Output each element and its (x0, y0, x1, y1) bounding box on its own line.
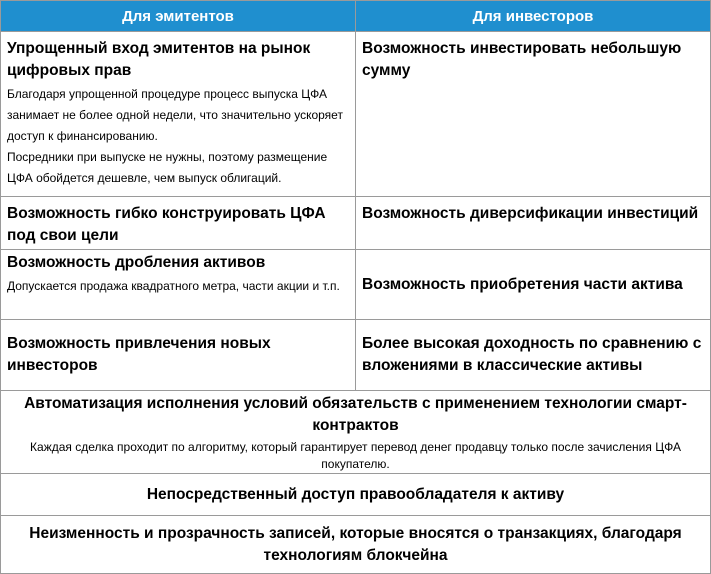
header-issuers: Для эмитентов (1, 1, 356, 32)
investor-benefit-title: Возможность инвестировать небольшую сумму (362, 40, 682, 79)
shared-benefit-title: Непосредственный доступ правообладателя к активу (146, 485, 565, 503)
table-row (1, 32, 711, 197)
issuer-cell (1, 197, 356, 250)
table-row (1, 516, 711, 574)
issuer-benefit-desc: Посредники при выпуске не нужны, поэтому размещение ЦФА обойдется дешевле, чем выпуск облигаций. (7, 150, 328, 185)
issuer-benefit-title: Возможность привлечения новых инвесторов (7, 335, 271, 374)
shared-cell (1, 391, 711, 474)
issuer-cell (1, 250, 356, 320)
table-row (1, 320, 711, 391)
investor-cell (356, 320, 711, 391)
issuer-benefit-desc: Допускается продажа квадратного метра, части акции и т.п. (7, 279, 340, 293)
issuer-benefit-title: Возможность гибко конструировать ЦФА под свои цели (7, 205, 326, 244)
shared-cell (1, 474, 711, 516)
investor-benefit-title: Возможность диверсификации инвестиций (362, 205, 699, 222)
header-investors: Для инвесторов (356, 1, 711, 32)
header-row (1, 1, 711, 32)
investor-benefit-title: Более высокая доходность по сравнению с вложениями в классические активы (362, 335, 702, 374)
investor-cell (356, 250, 711, 320)
table-row (1, 197, 711, 250)
issuer-benefit-desc: Благодаря упрощенной процедуре процесс выпуска ЦФА занимает не более одной недели, что значительно ускоряет доступ к финансированию. (7, 87, 343, 143)
issuer-benefit-title: Упрощенный вход эмитентов на рынок цифровых прав (7, 40, 311, 79)
table-row (1, 474, 711, 516)
shared-benefit-desc: Каждая сделка проходит по алгоритму, который гарантирует перевод денег продавцу только после зачисления ЦФА покупателю. (30, 440, 681, 471)
investor-benefit-title: Возможность приобретения части актива (362, 275, 683, 293)
investor-cell (356, 197, 711, 250)
shared-benefit-title: Автоматизация исполнения условий обязательств с применением технологии смарт-контрактов (24, 395, 687, 434)
issuer-benefit-title: Возможность дробления активов (7, 254, 266, 271)
shared-benefit-title: Неизменность и прозрачность записей, которые вносятся о транзакциях, благодаря технологиям блокчейна (29, 524, 682, 564)
shared-cell (1, 516, 711, 574)
issuer-cell (1, 320, 356, 391)
investor-cell (356, 32, 711, 197)
table-row (1, 391, 711, 474)
issuer-cell (1, 32, 356, 197)
table-row (1, 250, 711, 320)
